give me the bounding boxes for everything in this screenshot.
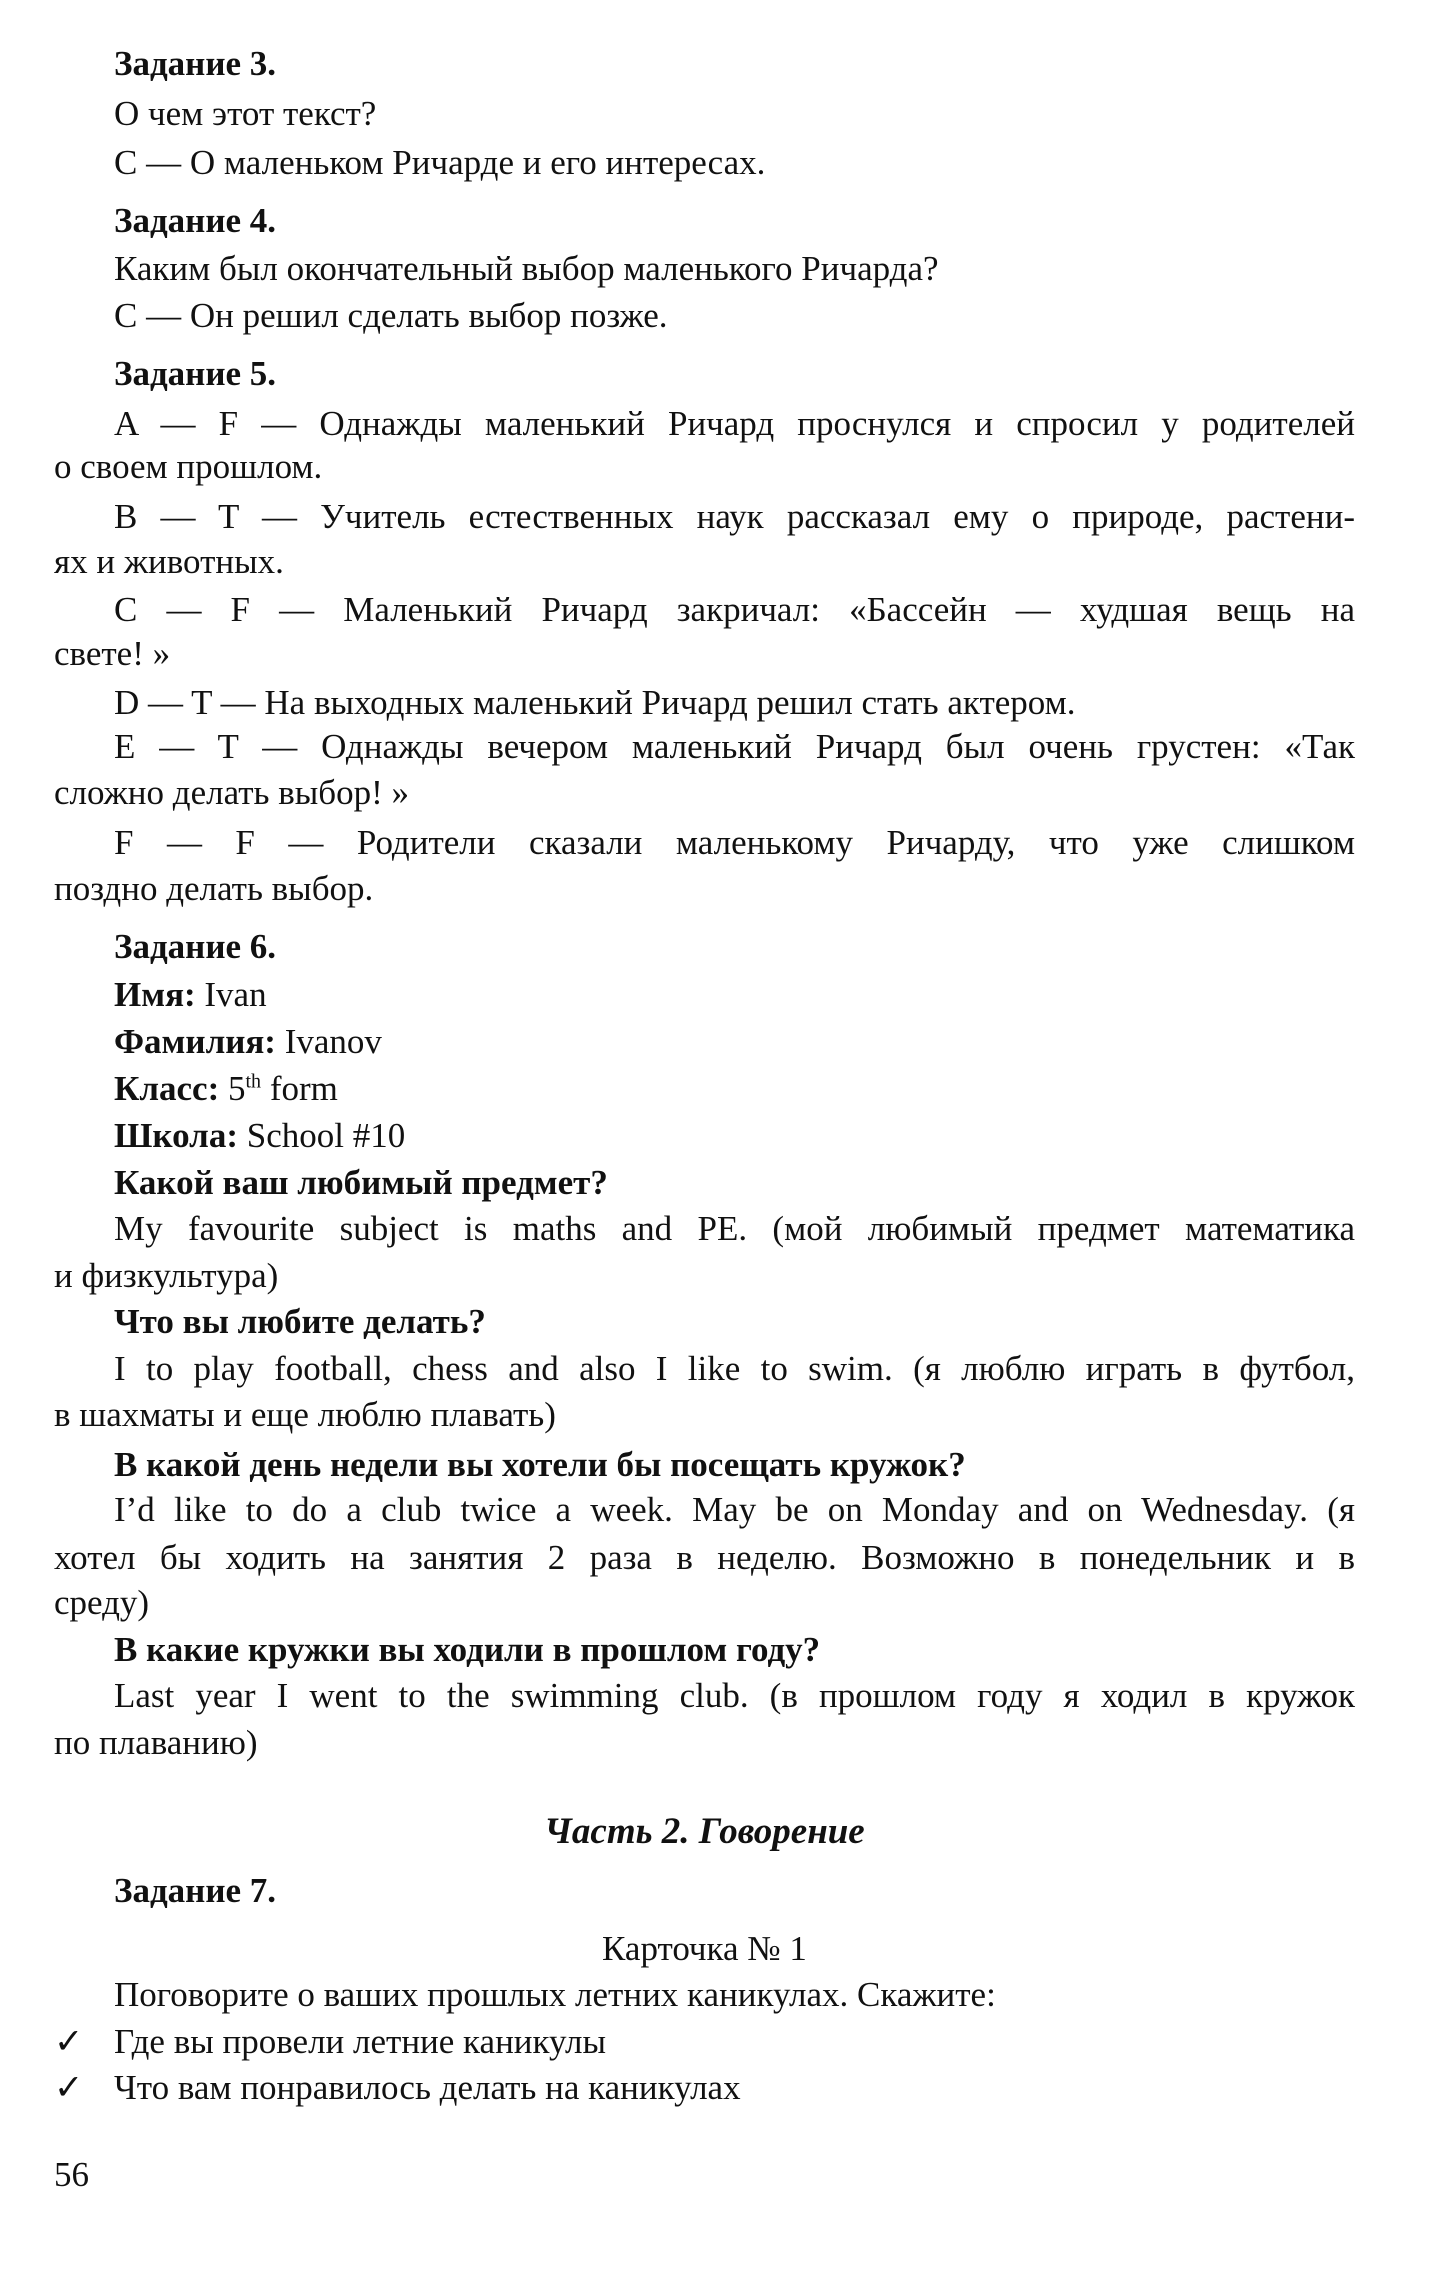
question-club-day: В какой день недели вы хотели бы посещать кружок?: [114, 1445, 966, 1484]
field-value-sup: th: [245, 1070, 262, 1093]
card-title: Карточка № 1: [602, 1929, 807, 1968]
question-last-year-clubs: В какие кружки вы ходили в прошлом году?: [114, 1630, 821, 1669]
field-label: Класс:: [114, 1069, 220, 1108]
field-school: [114, 1112, 1355, 1160]
field-value: Ivanov: [284, 1022, 382, 1061]
checkmark-icon: ✓: [54, 2022, 84, 2061]
checkmark-icon: ✓: [54, 2068, 84, 2107]
field-label: Имя:: [114, 975, 196, 1014]
task-5-item-f-cont: поздно делать выбор.: [54, 869, 374, 908]
task-5-item-f: F — F — Родители сказали маленькому Ричарду, что уже слишком: [114, 823, 1355, 862]
task-3-answer: C — О маленьком Ричарде и его интересах.: [114, 143, 766, 182]
task-5-heading: Задание 5.: [114, 354, 277, 393]
task-3-question: О чем этот текст?: [114, 94, 377, 133]
task-5-item-e-cont: сложно делать выбор! »: [54, 773, 409, 812]
task-4-answer: C — Он решил сделать выбор позже.: [114, 296, 668, 335]
field-name: [114, 971, 1355, 1019]
field-surname: [114, 1018, 1355, 1066]
task-5-item-e: E — T — Однажды вечером маленький Ричард был очень грустен: «Так: [114, 727, 1355, 766]
task-5-item-d: D — T — На выходных маленький Ричард решил стать актером.: [114, 683, 1076, 722]
page-number: 56: [54, 2155, 89, 2194]
field-value: Ivan: [204, 975, 267, 1014]
task-5-item-b-cont: ях и животных.: [54, 542, 284, 581]
answer-line: Last year I went to the swimming club. (в прошлом году я ходил в кружок: [114, 1676, 1355, 1715]
task-6-heading: Задание 6.: [114, 927, 277, 966]
task-4-question: Каким был окончательный выбор маленького Ричарда?: [114, 249, 939, 288]
checklist-item: Где вы провели летние каникулы: [114, 2022, 606, 2061]
task-3-heading: Задание 3.: [114, 44, 277, 83]
field-class: [114, 1065, 1355, 1113]
answer-line: и физкультура): [54, 1256, 279, 1295]
card-intro: Поговорите о ваших прошлых летних каникулах. Скажите:: [114, 1975, 996, 2014]
task-5-item-a: A — F — Однажды маленький Ричард проснулся и спросил у родителей: [114, 404, 1355, 443]
answer-line: хотел бы ходить на занятия 2 раза в неделю. Возможно в понедельник и в: [54, 1538, 1355, 1577]
answer-line: I to play football, chess and also I like to swim. (я люблю играть в футбол,: [114, 1349, 1355, 1388]
checklist-item: Что вам понравилось делать на каникулах: [114, 2068, 741, 2107]
task-7-heading: Задание 7.: [114, 1871, 277, 1910]
task-4-heading: Задание 4.: [114, 201, 277, 240]
field-value: School #10: [246, 1116, 406, 1155]
field-label: Фамилия:: [114, 1022, 276, 1061]
question-favourite-subject: Какой ваш любимый предмет?: [114, 1163, 608, 1202]
answer-line: I’d like to do a club twice a week. May be on Monday and on Wednesday. (я: [114, 1490, 1355, 1529]
question-hobbies: Что вы любите делать?: [114, 1302, 486, 1341]
field-value-suffix: form: [269, 1069, 338, 1108]
task-5-item-b: B — T — Учитель естественных наук рассказал ему о природе, растени-: [114, 497, 1355, 536]
task-5-item-c-cont: свете! »: [54, 634, 171, 673]
field-label: Школа:: [114, 1116, 238, 1155]
answer-line: по плаванию): [54, 1723, 258, 1762]
task-5-item-a-cont: о своем прошлом.: [54, 447, 323, 486]
field-value: 5: [228, 1069, 246, 1108]
task-5-item-c: C — F — Маленький Ричард закричал: «Бассейн — худшая вещь на: [114, 590, 1355, 629]
answer-line: My favourite subject is maths and PE. (мой любимый предмет математика: [114, 1209, 1355, 1248]
section-title: Часть 2. Говорение: [544, 1811, 865, 1852]
answer-line: среду): [54, 1583, 150, 1622]
answer-line: в шахматы и еще люблю плавать): [54, 1395, 556, 1434]
